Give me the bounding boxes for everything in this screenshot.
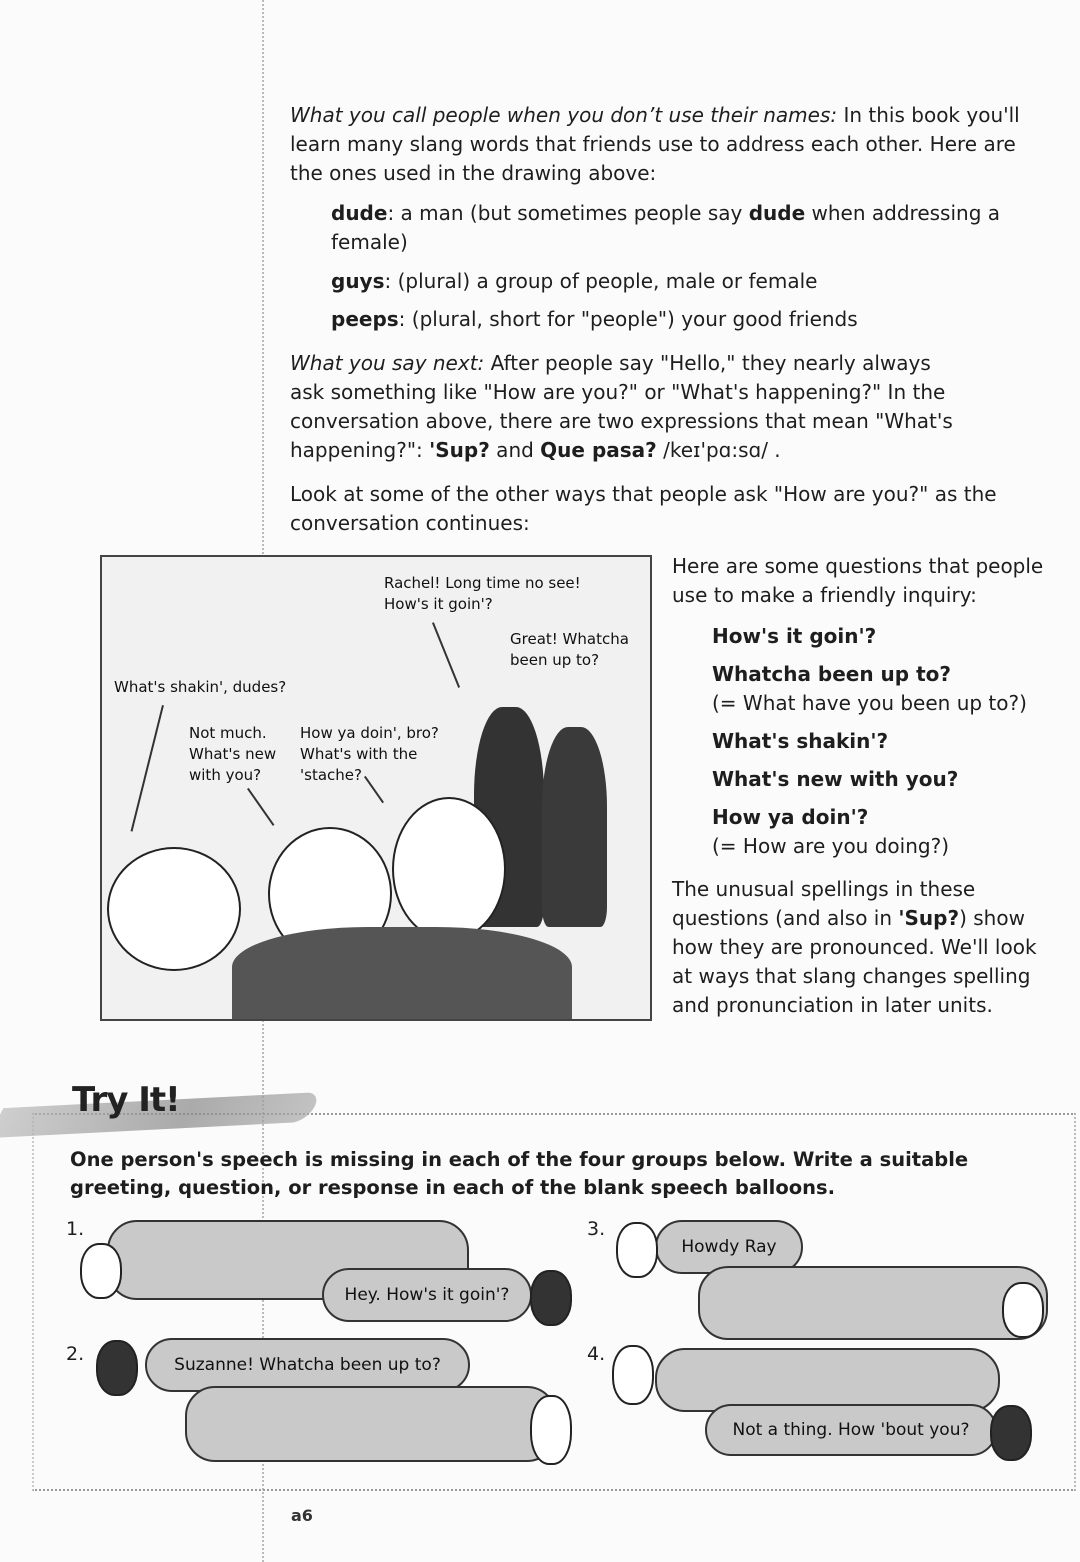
question-note: (= What have you been up to?)	[712, 691, 1027, 715]
speech-balloon: Howdy Ray	[655, 1220, 803, 1274]
speech-balloon-blank[interactable]	[698, 1266, 1048, 1340]
question-item: What's shakin'?	[712, 729, 889, 753]
face-man-glasses-icon	[530, 1270, 572, 1326]
group-number: 1.	[66, 1218, 85, 1240]
face-man-afro-icon	[990, 1405, 1032, 1461]
speech-balloon: Suzanne! Whatcha been up to?	[145, 1338, 470, 1392]
question-item: Whatcha been up to?	[712, 662, 951, 686]
group-number: 4.	[587, 1343, 606, 1365]
term-sup: 'Sup?	[429, 438, 490, 462]
term-word: guys	[331, 269, 385, 293]
speech-balloon: Hey. How's it goin'?	[322, 1268, 532, 1322]
phonetic: /keɪ'pɑ:sɑ/ .	[656, 438, 781, 462]
sidebar-intro: Here are some questions that people use to make a friendly inquiry:	[672, 554, 1044, 607]
term-dude	[331, 199, 1021, 257]
term-def: : a man (but sometimes people say	[387, 201, 749, 225]
speech-balloon: Not a thing. How 'bout you?	[705, 1404, 997, 1456]
comic-illustration	[100, 555, 652, 1021]
figure-rachel	[542, 727, 607, 927]
speech-balloon-blank[interactable]	[655, 1348, 1000, 1412]
term-def: : (plural) a group of people, male or female	[384, 269, 818, 293]
speech-not-much: Not much. What's new with you?	[189, 724, 277, 784]
speech-shakin: What's shakin', dudes?	[114, 678, 287, 696]
try-it-title: Try It!	[72, 1080, 180, 1120]
speech-tail	[131, 705, 164, 832]
speech-tail	[432, 622, 460, 687]
term-word: peeps	[331, 307, 399, 331]
intro-text: In this book you'll learn many slang words that friends use to address each other. Here are the ones used in the drawing above:	[290, 103, 1020, 185]
figure-group-bodies	[232, 927, 572, 1021]
sidebar-outro	[672, 875, 1052, 1020]
intro-label: What you call people when you don’t use their names:	[290, 103, 838, 127]
speech-great: Great! Whatcha been up to?	[510, 630, 629, 669]
page-number: a6	[291, 1506, 313, 1525]
term-peeps	[331, 305, 1021, 334]
outro-text: ) show how they are pronounced. We'll look at ways that slang changes spelling and pronunciation in later units.	[672, 906, 1037, 1017]
next-text: After people say "Hello," they nearly always ask something like "How are you?" or "What's happening?" In the conversation above, there are two expressions that mean "What's happening?":	[290, 351, 953, 462]
next-label: What you say next:	[290, 351, 485, 375]
group-number: 2.	[66, 1343, 85, 1365]
sidebar-questions	[672, 552, 1052, 1020]
question-item: How ya doin'?	[712, 805, 869, 829]
next-and: and	[489, 438, 541, 462]
term-def-bold: dude	[748, 201, 806, 225]
figure-mustache-person	[392, 797, 506, 941]
face-man-goatee-icon	[1002, 1282, 1044, 1338]
face-woman-blonde-icon	[530, 1395, 572, 1465]
outro-text: The unusual spellings in these questions (and also in	[672, 877, 976, 930]
speech-rachel: Rachel! Long time no see! How's it goin'?	[384, 574, 581, 613]
group-number: 3.	[587, 1218, 606, 1240]
intro-paragraph	[290, 101, 1040, 188]
look-paragraph: Look at some of the other ways that people ask "How are you?" as the conversation continues:	[290, 482, 997, 535]
speech-how-ya-doin: How ya doin', bro? What's with the 'stache?	[300, 724, 439, 784]
face-woman-curly-icon	[96, 1340, 138, 1396]
term-def: : (plural, short for "people") your good friends	[398, 307, 858, 331]
speech-tail	[247, 788, 274, 826]
term-word: dude	[331, 201, 388, 225]
face-woman-icon	[80, 1243, 122, 1299]
question-item: What's new with you?	[712, 767, 959, 791]
speech-balloon-blank[interactable]	[185, 1386, 557, 1462]
face-man-spiky-icon	[616, 1222, 658, 1278]
next-paragraph	[290, 349, 970, 465]
face-woman-longhair-icon	[612, 1345, 654, 1405]
try-it-instructions: One person's speech is missing in each of the four groups below. Write a suitable greeting, question, or response in each of the blank speech balloons.	[70, 1148, 969, 1199]
term-que-pasa: Que pasa?	[540, 438, 657, 462]
outro-sup: 'Sup?	[898, 906, 960, 930]
question-item: How's it goin'?	[712, 624, 877, 648]
term-guys	[331, 267, 1021, 296]
figure-hat-person	[107, 847, 241, 971]
term-def: when addressing a female)	[331, 201, 1000, 254]
question-note: (= How are you doing?)	[712, 834, 949, 858]
